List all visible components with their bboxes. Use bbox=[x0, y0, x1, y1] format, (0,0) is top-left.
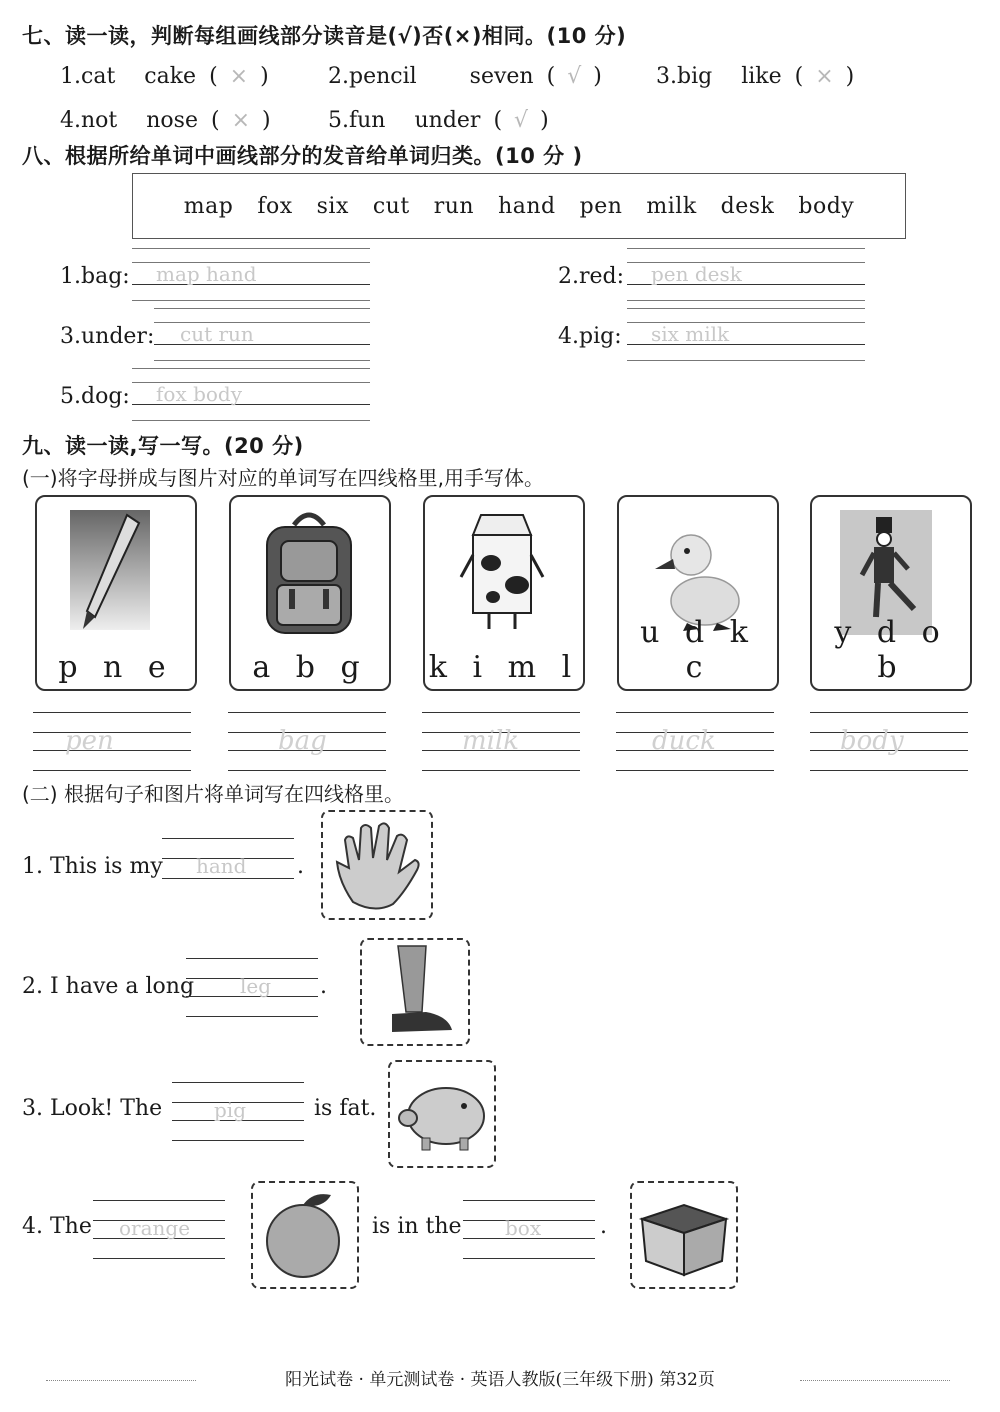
word-bank-box bbox=[132, 173, 906, 239]
word-b: like bbox=[741, 64, 782, 89]
picture-box-pig bbox=[388, 1060, 496, 1168]
answer-text: six milk bbox=[651, 322, 730, 346]
judge-item-1: 1.cat cake ( × ) bbox=[60, 64, 269, 89]
word-bank-word: milk bbox=[646, 193, 697, 219]
part-1-title: (一)将字母拼成与图片对应的单词写在四线格里,用手写体。 bbox=[22, 466, 544, 490]
letters: p n e bbox=[58, 650, 174, 685]
answer-text: body bbox=[840, 726, 904, 756]
word-b: seven bbox=[469, 64, 534, 89]
hand-icon bbox=[323, 812, 431, 918]
word-bank-word: six bbox=[316, 193, 349, 219]
group-label-5: 5.dog: bbox=[60, 384, 130, 409]
sentence-2-text: 2. I have a long bbox=[22, 974, 195, 999]
picture-box-leg bbox=[360, 938, 470, 1046]
letters: u d k c bbox=[640, 615, 756, 685]
pig-icon bbox=[390, 1062, 494, 1166]
bag-icon bbox=[259, 505, 359, 635]
sentence-4-text: 4. The bbox=[22, 1214, 92, 1239]
answer-text: duck bbox=[652, 726, 716, 756]
word-bank-word: body bbox=[798, 193, 855, 219]
writing-lines[interactable] bbox=[132, 368, 370, 422]
writing-lines[interactable] bbox=[616, 712, 774, 770]
answer-text: leg bbox=[240, 974, 272, 998]
answer-text: pen desk bbox=[651, 262, 742, 286]
word-bank-word: cut bbox=[372, 193, 410, 219]
judge-item-4: 4.not nose ( × ) bbox=[60, 108, 271, 133]
writing-lines[interactable] bbox=[627, 248, 865, 302]
writing-lines[interactable] bbox=[186, 958, 318, 1016]
group-label-1: 1.bag: bbox=[60, 264, 130, 289]
answer-mark: × bbox=[815, 64, 834, 89]
word-a: cat bbox=[81, 64, 116, 89]
section-9-title: 九、读一读,写一写。(20 分) bbox=[22, 434, 304, 458]
word-a: pencil bbox=[349, 64, 417, 89]
letters: a b g bbox=[252, 650, 368, 685]
writing-lines[interactable] bbox=[154, 308, 370, 362]
answer-mark: √ bbox=[514, 108, 529, 133]
answer-text: milk bbox=[462, 726, 520, 756]
picture-box-hand bbox=[321, 810, 433, 920]
sentence-3-text: 3. Look! The bbox=[22, 1096, 163, 1121]
answer-text: hand bbox=[196, 854, 247, 878]
word-bank-word: fox bbox=[257, 193, 293, 219]
part-2-title: (二) 根据句子和图片将单词写在四线格里。 bbox=[22, 782, 404, 806]
answer-text: pen bbox=[65, 726, 114, 756]
answer-mark: × bbox=[231, 108, 251, 133]
writing-lines[interactable] bbox=[132, 248, 370, 302]
writing-lines[interactable] bbox=[162, 838, 294, 878]
judge-item-2: 2.pencil seven ( √ ) bbox=[328, 64, 602, 89]
word-a: big bbox=[677, 64, 713, 89]
writing-lines[interactable] bbox=[422, 712, 580, 770]
writing-lines[interactable] bbox=[172, 1082, 304, 1140]
section-7-title: 七、读一读，判断每组画线部分读音是(√)否(×)相同。(10 分) bbox=[22, 24, 627, 48]
box-icon bbox=[632, 1183, 736, 1287]
picture-box-orange bbox=[251, 1181, 359, 1289]
answer-text: orange bbox=[119, 1216, 191, 1240]
answer-text: pig bbox=[214, 1098, 247, 1122]
answer-text: box bbox=[505, 1216, 542, 1240]
leg-icon bbox=[362, 940, 468, 1044]
word-b: nose bbox=[146, 108, 198, 133]
word-a: fun bbox=[349, 108, 386, 133]
letters: k i m l bbox=[428, 650, 580, 685]
answer-text: bag bbox=[278, 726, 327, 756]
word-bank-word: run bbox=[433, 193, 475, 219]
judge-item-3: 3.big like ( × ) bbox=[656, 64, 855, 89]
orange-icon bbox=[253, 1183, 357, 1287]
milk-icon bbox=[453, 505, 553, 635]
picture-card-duck bbox=[617, 495, 779, 691]
sentence-1-text: 1. This is my bbox=[22, 854, 163, 879]
word-bank-word: hand bbox=[498, 193, 556, 219]
answer-mark: × bbox=[229, 64, 249, 89]
word-bank-word: pen bbox=[579, 193, 623, 219]
section-8-title: 八、根据所给单词中画线部分的发音给单词归类。(10 分 ) bbox=[22, 144, 583, 168]
writing-lines[interactable] bbox=[93, 1200, 225, 1258]
word-b: cake bbox=[144, 64, 197, 89]
writing-lines[interactable] bbox=[627, 308, 865, 362]
answer-text: map hand bbox=[156, 262, 257, 286]
picture-card-bag bbox=[229, 495, 391, 691]
picture-card-pen bbox=[35, 495, 197, 691]
answer-mark: √ bbox=[567, 64, 582, 89]
pen-icon bbox=[65, 505, 165, 635]
group-label-4: 4.pig: bbox=[558, 324, 622, 349]
writing-lines[interactable] bbox=[810, 712, 968, 770]
picture-card-milk bbox=[423, 495, 585, 691]
group-label-3: 3.under: bbox=[60, 324, 155, 349]
word-a: not bbox=[81, 108, 118, 133]
writing-lines[interactable] bbox=[228, 712, 386, 770]
picture-box-box bbox=[630, 1181, 738, 1289]
picture-card-body bbox=[810, 495, 972, 691]
word-bank-word: desk bbox=[720, 193, 775, 219]
group-label-2: 2.red: bbox=[558, 264, 625, 289]
page-footer: 阳光试卷 · 单元测试卷 · 英语人教版(三年级下册) 第32页 bbox=[285, 1370, 715, 1390]
writing-lines[interactable] bbox=[463, 1200, 595, 1258]
writing-lines[interactable] bbox=[33, 712, 191, 770]
answer-text: fox body bbox=[156, 382, 243, 406]
word-b: under bbox=[414, 108, 481, 133]
answer-text: cut run bbox=[180, 322, 254, 346]
word-bank-word: map bbox=[183, 193, 234, 219]
judge-item-5: 5.fun under ( √ ) bbox=[328, 108, 549, 133]
letters: y d o b bbox=[834, 615, 948, 685]
